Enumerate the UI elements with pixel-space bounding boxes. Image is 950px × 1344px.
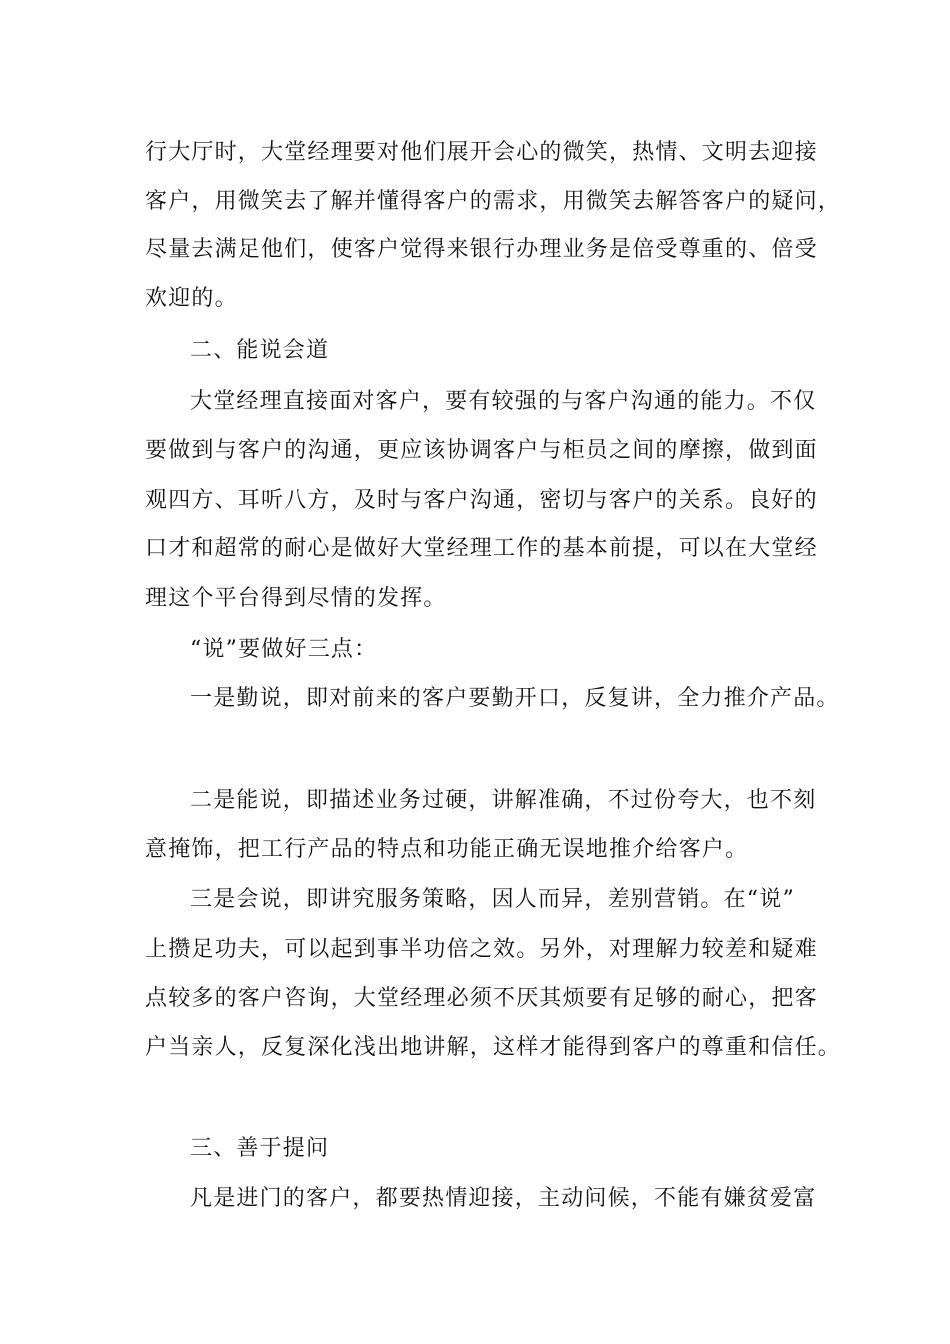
paragraph-line: 一是勤说，即对前来的客户要勤开口，反复讲，全力推介产品。 [190, 686, 840, 711]
paragraph-line: 大堂经理直接面对客户，要有较强的与客户沟通的能力。不仅 [190, 389, 817, 414]
paragraph-line: 行大厅时，大堂经理要对他们展开会心的微笑，热情、文明去迎接 [145, 140, 818, 165]
paragraph-line: 点较多的客户咨询，大堂经理必须不厌其烦要有足够的耐心，把客 [145, 986, 818, 1011]
paragraph-line: 客户，用微笑去了解并懂得客户的需求，用微笑去解答客户的疑问， [145, 189, 842, 214]
paragraph-line: 上攒足功夫，可以起到事半功倍之效。另外，对理解力较差和疑难 [145, 937, 818, 962]
paragraph-line: “说”要做好三点： [190, 637, 378, 662]
paragraph-line: 三是会说，即讲究服务策略，因人而异，差别营销。在“说” [190, 887, 795, 912]
paragraph-line: 凡是进门的客户，都要热情迎接，主动问候，不能有嫌贫爱富 [190, 1186, 817, 1211]
paragraph-line: 二是能说，即描述业务过硬，讲解准确，不过份夸大，也不刻 [190, 788, 817, 813]
paragraph-line: 意掩饰，把工行产品的特点和功能正确无误地推介给客户。 [145, 837, 749, 862]
paragraph-line: 口才和超常的耐心是做好大堂经理工作的基本前提，可以在大堂经 [145, 536, 818, 561]
paragraph-line: 户当亲人，反复深化浅出地讲解，这样才能得到客户的尊重和信任。 [145, 1035, 842, 1060]
paragraph-line: 尽量去满足他们，使客户觉得来银行办理业务是倍受尊重的、倍受 [145, 237, 818, 262]
paragraph-line: 欢迎的。 [145, 286, 238, 311]
paragraph-line: 要做到与客户的沟通，更应该协调客户与柜员之间的摩擦，做到面 [145, 438, 818, 463]
section-heading: 二、能说会道 [190, 338, 330, 363]
paragraph-line: 观四方、耳听八方，及时与客户沟通，密切与客户的关系。良好的 [145, 488, 818, 513]
section-heading: 三、善于提问 [190, 1136, 330, 1161]
paragraph-line: 理这个平台得到尽情的发挥。 [145, 586, 447, 611]
